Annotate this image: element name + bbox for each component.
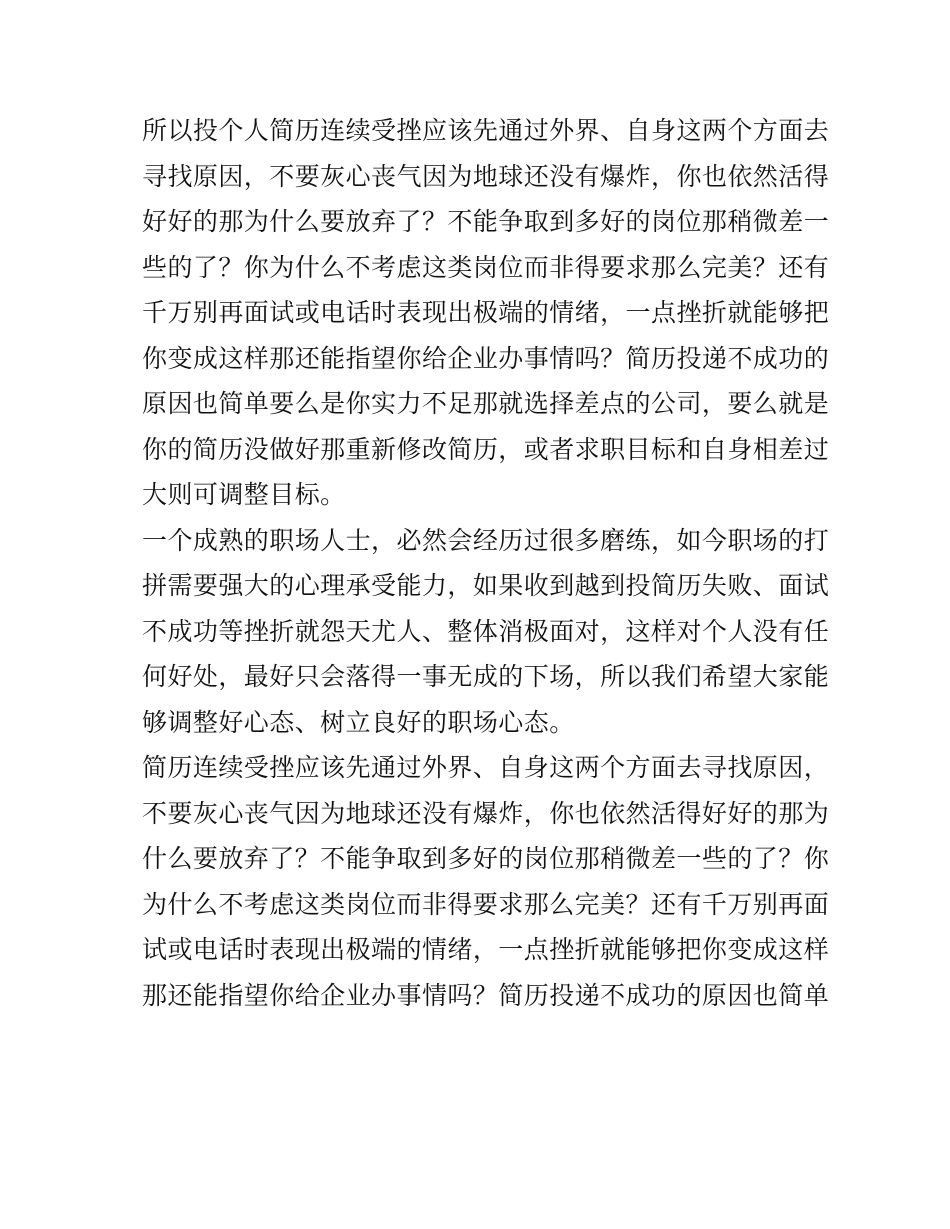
text-line: 拼需要强大的心理承受能力，如果收到越到投简历失败、面试	[142, 571, 830, 600]
text-line: 好好的那为什么要放弃了？不能争取到多好的岗位那稍微差一	[142, 207, 830, 236]
text-line: 你变成这样那还能指望你给企业办事情吗？简历投递不成功的	[142, 343, 830, 373]
text-line: 什么要放弃了？不能争取到多好的岗位那稍微差一些的了？你	[142, 844, 830, 873]
text-line: 为什么不考虑这类岗位而非得要求那么完美？还有千万别再面	[142, 889, 830, 919]
text-line: 试或电话时表现出极端的情绪，一点挫折就能够把你变成这样	[142, 935, 830, 964]
text-line: 那还能指望你给企业办事情吗？简历投递不成功的原因也简单	[142, 980, 830, 1010]
text-line: 所以投个人简历连续受挫应该先通过外界、自身这两个方面去	[142, 116, 830, 145]
document-body	[142, 108, 830, 1018]
text-line: 何好处，最好只会落得一事无成的下场，所以我们希望大家能	[142, 662, 830, 691]
text-line: 够调整好心态、树立良好的职场心态。	[142, 707, 575, 737]
text-line: 原因也简单要么是你实力不足那就选择差点的公司，要么就是	[142, 389, 830, 418]
text-line: 简历连续受挫应该先通过外界、自身这两个方面去寻找原因，	[142, 753, 830, 782]
text-line: 寻找原因，不要灰心丧气因为地球还没有爆炸，你也依然活得	[142, 161, 830, 191]
text-line: 些的了？你为什么不考虑这类岗位而非得要求那么完美？还有	[142, 252, 830, 282]
text-line: 你的简历没做好那重新修改简历，或者求职目标和自身相差过	[142, 434, 830, 464]
text-line: 大则可调整目标。	[142, 480, 346, 509]
text-line: 不要灰心丧气因为地球还没有爆炸，你也依然活得好好的那为	[142, 798, 830, 828]
text-line: 一个成熟的职场人士，必然会经历过很多磨练，如今职场的打	[142, 525, 830, 555]
text-line: 千万别再面试或电话时表现出极端的情绪，一点挫折就能够把	[142, 298, 830, 327]
text-line: 不成功等挫折就怨天尤人、整体消极面对，这样对个人没有任	[142, 616, 830, 646]
